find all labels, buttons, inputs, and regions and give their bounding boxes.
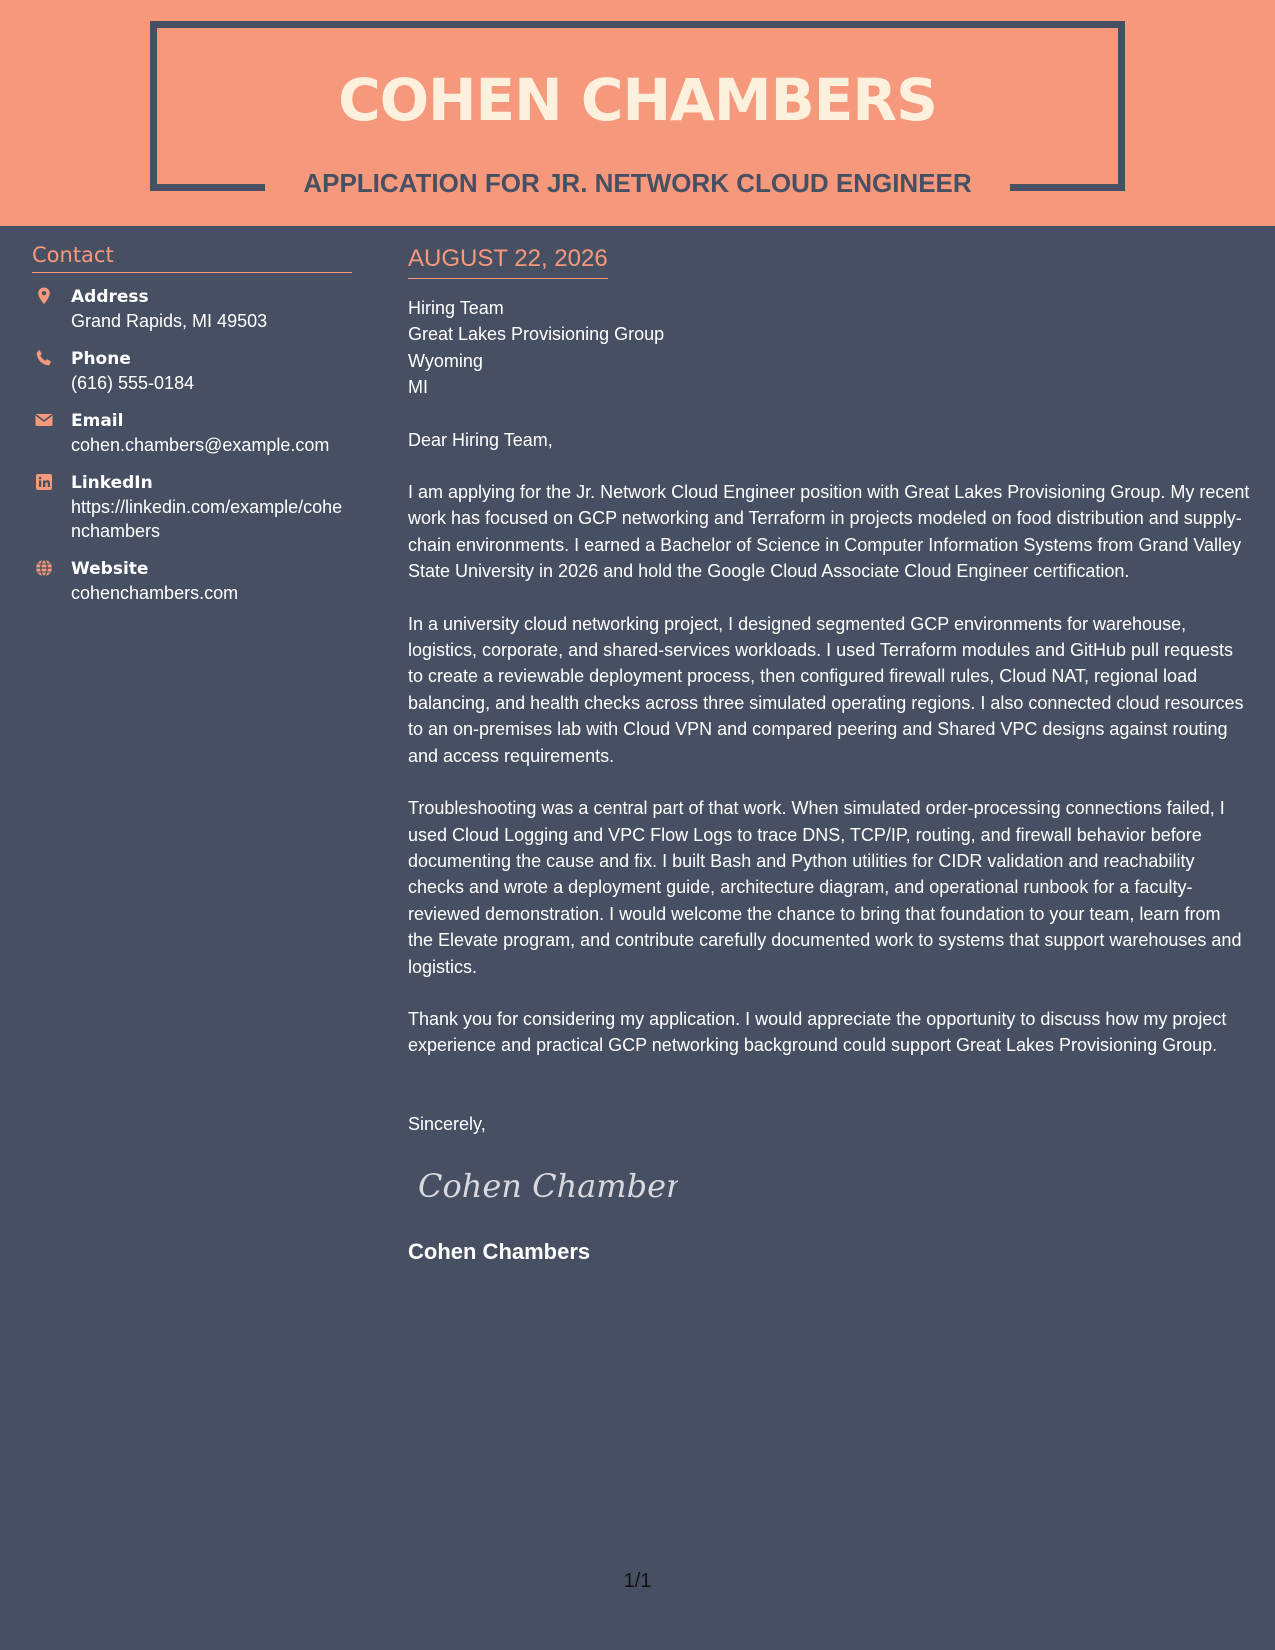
contact-label: Address	[71, 287, 149, 307]
body-paragraph: Troubleshooting was a central part of that work. When simulated order-processing connections failed, I used Cloud Logging and VPC Flow Logs to trace DNS, TCP/IP, routing, and firewall behavior before documenting the cause and fix. I built Bash and Python utilities for CIDR validation and reachability checks and wrote a deployment guide, architecture diagram, and operational runbook for a faculty-reviewed demonstration. I would welcome the chance to bring that foundation to your team, learn from the Elevate program, and contribute carefully documented work to systems that support warehouses and logistics.	[408, 798, 1242, 977]
contact-value: Grand Rapids, MI 49503	[71, 311, 268, 331]
contact-website	[32, 557, 352, 605]
recipient-line: Hiring Team	[408, 298, 504, 318]
handwritten-signature	[418, 1163, 678, 1207]
letter-body	[408, 242, 1250, 1267]
salutation: Dear Hiring Team,	[408, 429, 553, 450]
letter-date: AUGUST 22, 2026	[408, 242, 608, 279]
body-paragraph: I am applying for the Jr. Network Cloud Engineer position with Great Lakes Provisioning Group. My recent work has focused on GCP networking and Terraform in projects modeled on food distribution and supply-chain environments. I earned a Bachelor of Science in Computer Information Systems from Grand Valley State University in 2026 and hold the Google Cloud Associate Cloud Engineer certification.	[408, 482, 1250, 582]
contact-label: LinkedIn	[71, 473, 153, 493]
contact-email	[32, 409, 352, 457]
contact-label: Phone	[71, 349, 131, 369]
contact-phone	[32, 347, 352, 395]
signer-name: Cohen Chambers	[408, 1238, 591, 1264]
recipient-line: Wyoming	[408, 350, 483, 371]
closing: Sincerely,	[408, 1113, 486, 1134]
contact-value: (616) 555-0184	[71, 373, 195, 393]
body-paragraph: Thank you for considering my application. I would appreciate the opportunity to discuss how my project experience and practical GCP networking background could support Great Lakes Provisioning Group.	[408, 1008, 1227, 1056]
globe-icon	[34, 558, 54, 578]
envelope-icon	[34, 410, 54, 430]
contact-label: Website	[71, 559, 149, 579]
contact-value: cohenchambers.com	[71, 583, 239, 603]
contact-sidebar	[32, 240, 352, 619]
contact-heading: Contact	[32, 240, 352, 273]
map-pin-icon	[34, 286, 54, 306]
contact-value: cohen.chambers@example.com	[71, 435, 330, 455]
application-title: APPLICATION FOR JR. NETWORK CLOUD ENGINEER	[303, 168, 972, 198]
page-number: 1/1	[623, 1570, 652, 1592]
applicant-name: COHEN CHAMBERS	[338, 66, 937, 134]
phone-icon	[34, 348, 54, 368]
body-paragraph: In a university cloud networking project, I designed segmented GCP environments for warehouse, logistics, corporate, and shared-services workloads. I used Terraform modules and GitHub pull requests to create a reviewable deployment process, then configured firewall rules, Cloud NAT, regional load balancing, and health checks across three simulated operating regions. I also connected cloud resources to an on-premises lab with Cloud VPN and compared peering and Shared VPC designs against routing and access requirements.	[408, 613, 1244, 766]
recipient-block	[408, 295, 1250, 401]
header-banner	[0, 0, 1275, 226]
svg-text:Cohen Chambers: Cohen Chambers	[418, 1167, 678, 1206]
recipient-line: MI	[408, 377, 428, 398]
contact-value: https://linkedin.com/example/cohenchambers	[71, 497, 343, 541]
linkedin-icon	[34, 472, 54, 492]
recipient-line: Great Lakes Provisioning Group	[408, 324, 665, 345]
contact-address	[32, 285, 352, 333]
contact-label: Email	[71, 411, 124, 431]
contact-linkedin	[32, 471, 352, 543]
